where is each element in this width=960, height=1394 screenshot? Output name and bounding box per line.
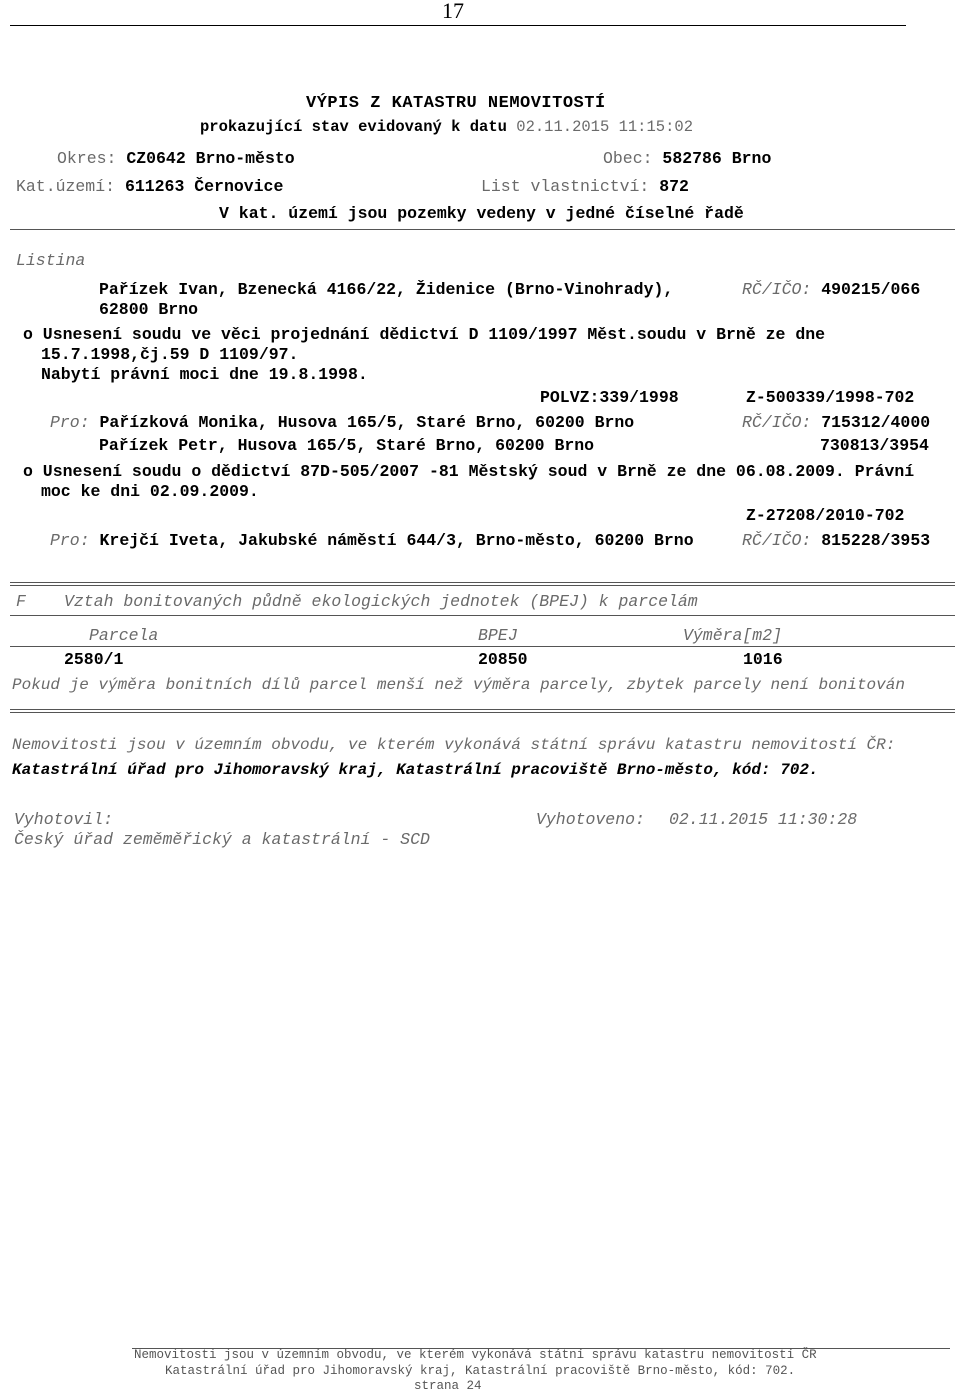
pro1-row-1 xyxy=(50,413,634,432)
top-rule xyxy=(10,25,906,26)
z-code-2: Z-27208/2010-702 xyxy=(746,506,905,525)
pro2-rc-row xyxy=(742,531,930,550)
subtitle-prefix: prokazující stav evidovaný k datu xyxy=(200,118,507,136)
subtitle xyxy=(200,118,693,136)
pro1-name-2: Pařízek Petr, Husova 165/5, Staré Brno, 60200 Brno xyxy=(99,436,595,455)
subtitle-date: 02.11.2015 11:15:02 xyxy=(516,118,693,136)
section-f-letter: F xyxy=(16,592,26,611)
obec-label: Obec: xyxy=(603,149,653,168)
vyhotoveno-label: Vyhotoveno: xyxy=(536,810,645,829)
obec-row xyxy=(603,149,771,168)
kat-row xyxy=(16,177,283,196)
owner-rc xyxy=(742,280,920,299)
lv-label: List vlastnictví: xyxy=(481,177,650,196)
kat-value: 611263 Černovice xyxy=(124,177,284,196)
kat-label: Kat.území: xyxy=(16,177,116,196)
footer-line-1: Nemovitosti jsou v územním obvodu, ve kterém vykonává státní správu katastru nemovitostí ČR xyxy=(134,1348,817,1362)
bpej-note: Pokud je výměra bonitních dílů parcel menší než výměra parcely, zbytek parcely není bonitován xyxy=(12,676,905,694)
obec-value: 582786 Brno xyxy=(662,149,772,168)
pro-label: Pro: xyxy=(50,531,90,550)
pro-label: Pro: xyxy=(50,413,90,432)
table-header-rule xyxy=(10,646,955,647)
usneseni2-line-1: o Usnesení soudu o dědictví 87D-505/2007 -81 Městský soud v Brně ze dne 06.08.2009. Právní xyxy=(23,462,915,481)
owner-line-1: Pařízek Ivan, Bzenecká 4166/22, Židenice (Brno-Vinohrady), xyxy=(99,280,674,299)
numbering-note: V kat. území jsou pozemky vedeny v jedné číselné řadě xyxy=(219,204,744,223)
office-line-1: Nemovitosti jsou v územním obvodu, ve kterém vykonává státní správu katastru nemovitostí ČR: xyxy=(12,736,896,754)
section-f-rule-top-2 xyxy=(10,585,955,586)
table-cell-bpej: 20850 xyxy=(478,650,528,669)
table-header-parcela: Parcela xyxy=(89,626,159,645)
polvz-code: POLVZ:339/1998 xyxy=(540,388,679,407)
table-cell-vymera: 1016 xyxy=(743,650,783,669)
rc-label: RČ/IČO: xyxy=(742,280,812,299)
pro1-rc-1: 715312/4000 xyxy=(821,413,931,432)
lv-row xyxy=(481,177,689,196)
section-f-title: Vztah bonitovaných půdně ekologických jednotek (BPEJ) k parcelám xyxy=(64,592,698,611)
footer-line-2: Katastrální úřad pro Jihomoravský kraj, Katastrální pracoviště Brno-město, kód: 702. xyxy=(165,1364,796,1378)
pro2-name: Krejčí Iveta, Jakubské náměstí 644/3, Brno-město, 60200 Brno xyxy=(99,531,694,550)
rc-label: RČ/IČO: xyxy=(742,413,812,432)
section-f-rule-top xyxy=(10,582,955,583)
usneseni1-line-1: o Usnesení soudu ve věci projednání dědictví D 1109/1997 Měst.soudu v Brně ze dne xyxy=(23,325,826,344)
office-line-2: Katastrální úřad pro Jihomoravský kraj, Katastrální pracoviště Brno-město, kód: 702. xyxy=(12,761,819,779)
pro2-rc: 815228/3953 xyxy=(821,531,931,550)
usneseni2-line-2: moc ke dni 02.09.2009. xyxy=(41,482,259,501)
office-rule-top xyxy=(10,709,955,710)
footer-line-3: strana 24 xyxy=(414,1379,482,1393)
header-rule xyxy=(10,229,955,230)
page-number: 17 xyxy=(442,0,464,23)
okres-label: Okres: xyxy=(57,149,117,168)
pro1-rc-row xyxy=(742,413,930,432)
pro2-row xyxy=(50,531,694,550)
usneseni1-line-3: Nabytí právní moci dne 19.8.1998. xyxy=(41,365,368,384)
vyhotovil-value: Český úřad zeměměřický a katastrální - SCD xyxy=(14,830,430,849)
page-title: VÝPIS Z KATASTRU NEMOVITOSTÍ xyxy=(306,94,606,113)
okres-value: CZ0642 Brno-město xyxy=(126,149,295,168)
rc-label: RČ/IČO: xyxy=(742,531,812,550)
listina-label: Listina xyxy=(16,251,86,270)
section-f-title-rule xyxy=(10,615,955,616)
owner-rc-value: 490215/066 xyxy=(821,280,921,299)
table-header-bpej: BPEJ xyxy=(478,626,518,645)
owner-line-2: 62800 Brno xyxy=(99,300,199,319)
vyhotovil-label: Vyhotovil: xyxy=(14,810,114,829)
office-rule-top-2 xyxy=(10,712,955,713)
usneseni1-line-2: 15.7.1998,čj.59 D 1109/97. xyxy=(41,345,299,364)
okres-row xyxy=(57,149,295,168)
pro1-name-1: Pařízková Monika, Husova 165/5, Staré Brno, 60200 Brno xyxy=(99,413,635,432)
lv-value: 872 xyxy=(659,177,689,196)
vyhotoveno-value: 02.11.2015 11:30:28 xyxy=(669,810,858,829)
pro1-rc-2: 730813/3954 xyxy=(820,436,929,455)
table-cell-parcela: 2580/1 xyxy=(64,650,124,669)
z-code-1: Z-500339/1998-702 xyxy=(746,388,915,407)
table-header-vymera: Výměra[m2] xyxy=(683,626,783,645)
